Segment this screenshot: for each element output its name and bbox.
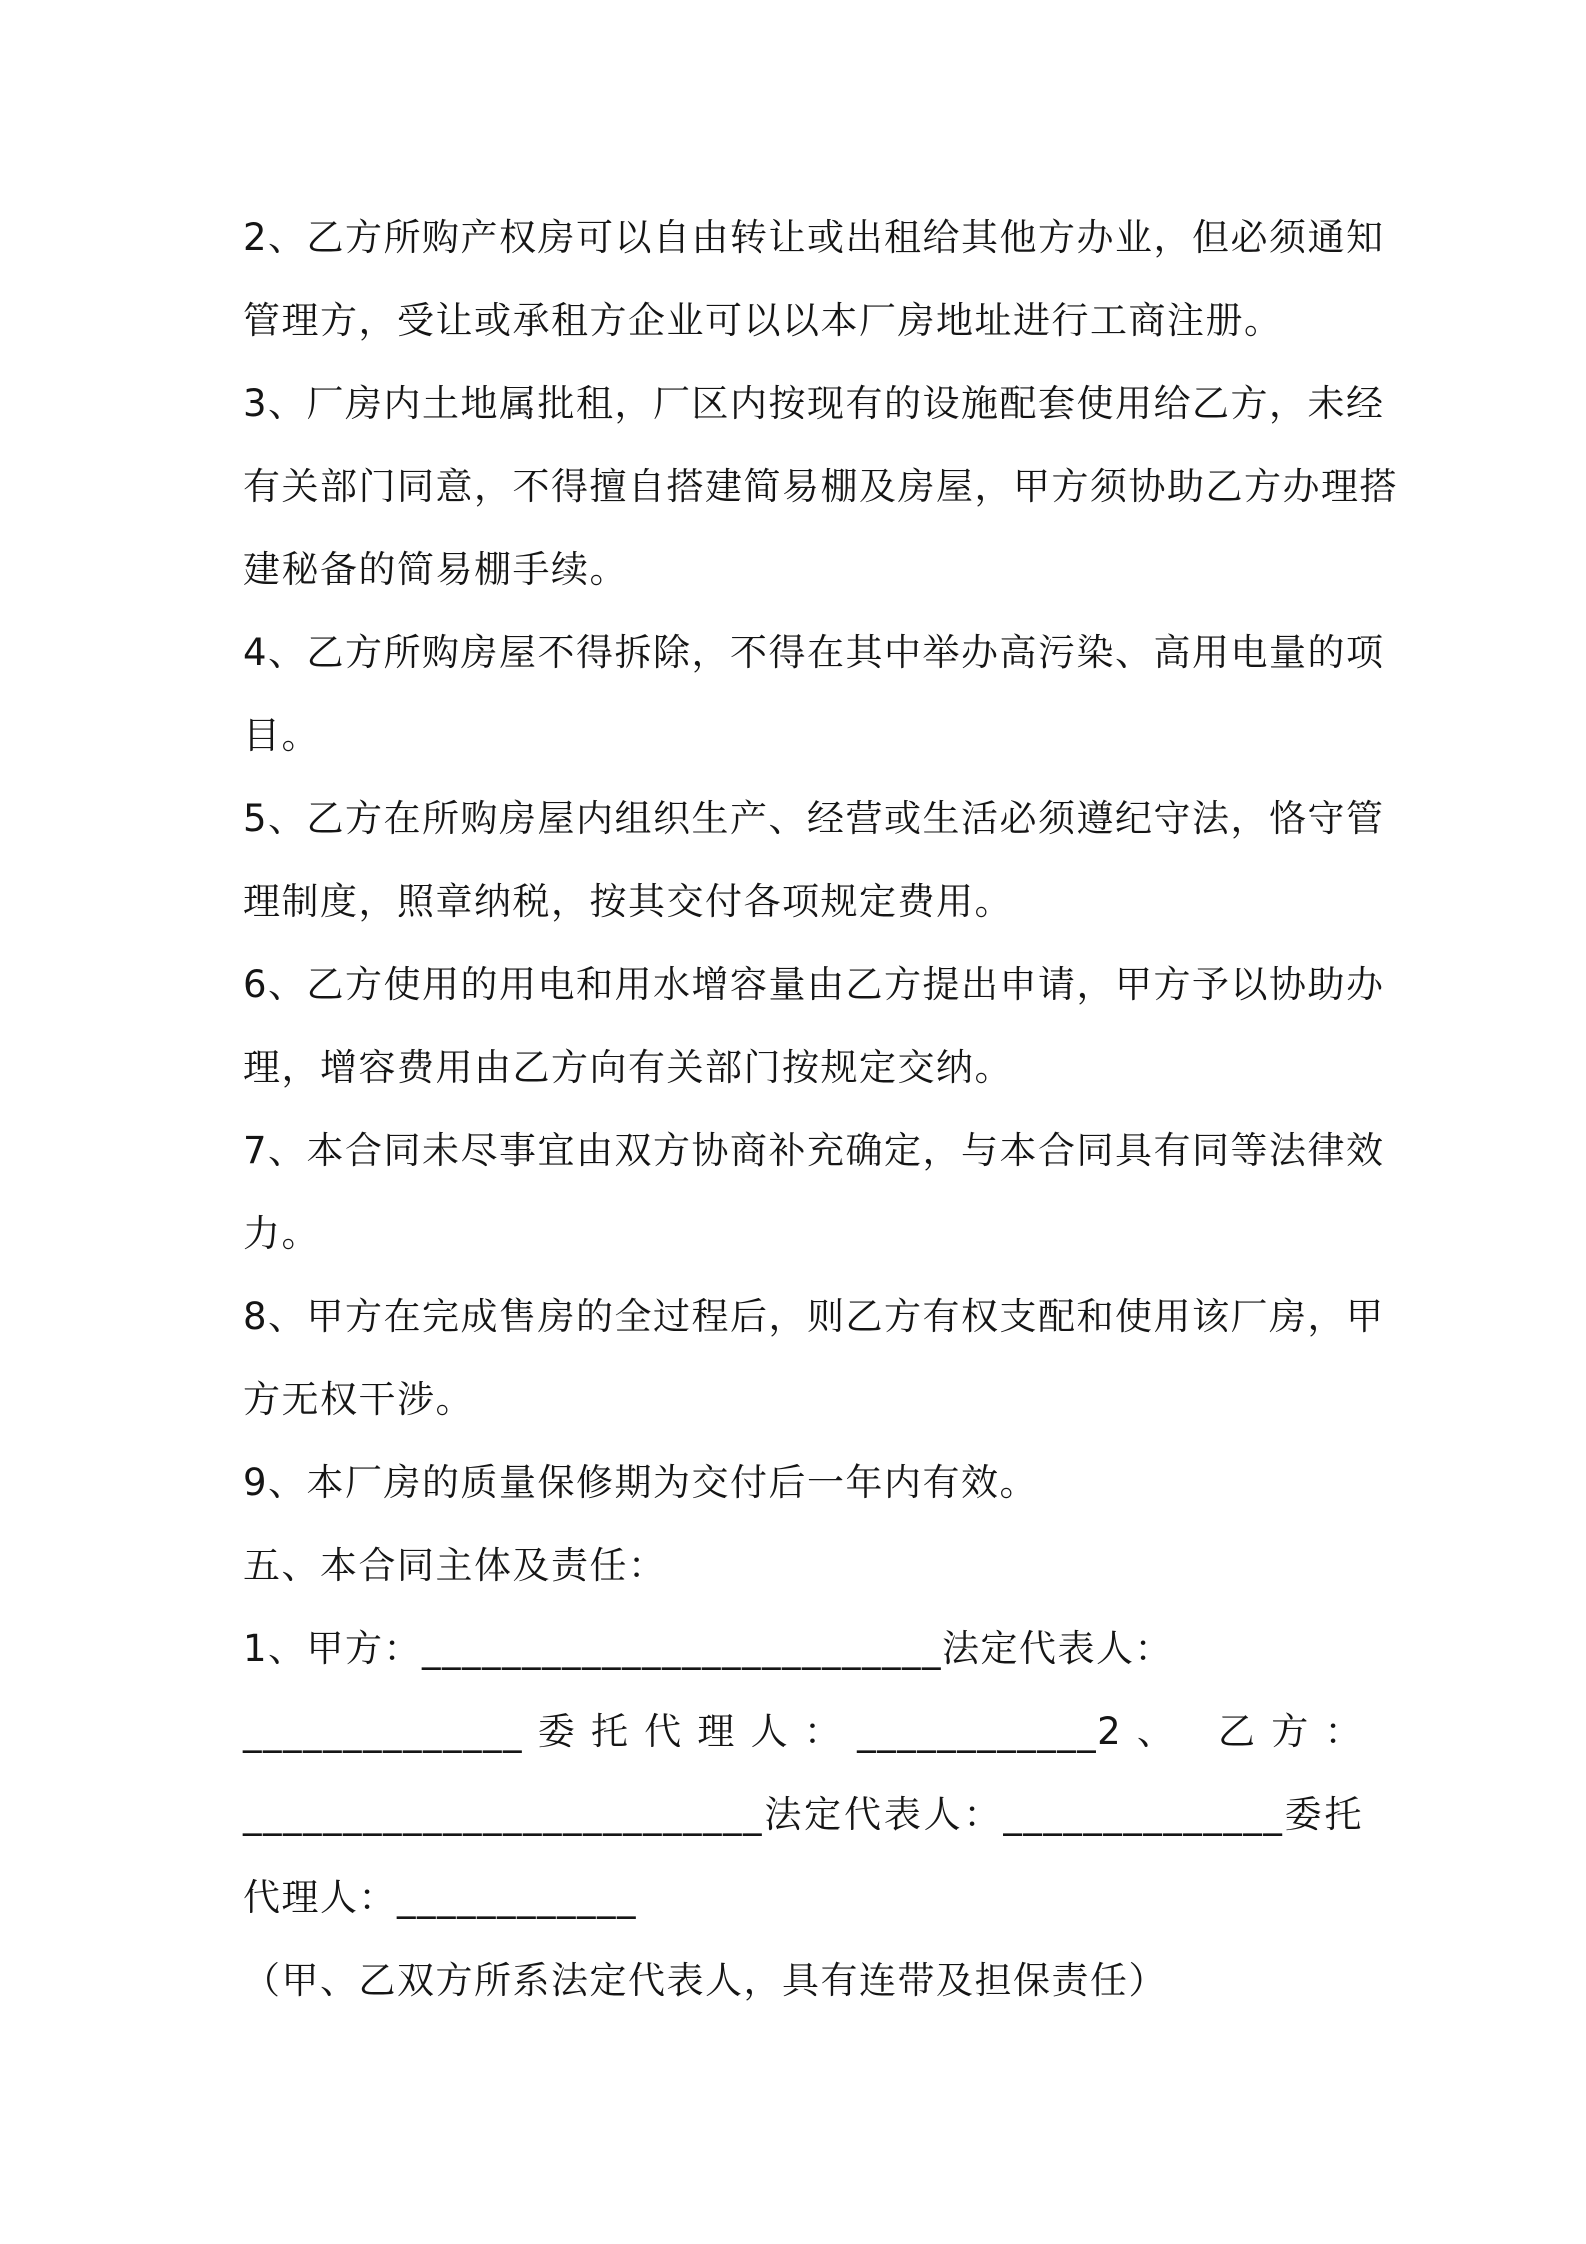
agent-party-b-line: ______________委托代理人：____________2、 乙方： [243, 1710, 1363, 1753]
section-5-heading: 五、本合同主体及责任： [243, 1544, 667, 1587]
clause-3-line-3: 建秘备的简易棚手续。 [243, 548, 628, 591]
clause-4-line-2: 目。 [243, 714, 320, 757]
party-b-representative-line: __________________________法定代表人：______________委托 [243, 1793, 1363, 1836]
party-a-line: 1、甲方：__________________________法定代表人： [243, 1627, 1174, 1670]
clause-7-line-1: 7、本合同未尽事宜由双方协商补充确定，与本合同具有同等法律效 [243, 1129, 1385, 1172]
clause-3-line-2: 有关部门同意，不得擅自搭建简易棚及房屋，甲方须协助乙方办理搭 [243, 465, 1398, 508]
clause-9-line-1: 9、本厂房的质量保修期为交付后一年内有效。 [243, 1461, 1039, 1504]
clause-5-line-2: 理制度，照章纳税，按其交付各项规定费用。 [243, 880, 1013, 923]
clause-7-line-2: 力。 [243, 1212, 320, 1255]
liability-note: （甲、乙双方所系法定代表人，具有连带及担保责任） [243, 1959, 1167, 2002]
clause-8-line-2: 方无权干涉。 [243, 1378, 474, 1421]
clause-8-line-1: 8、甲方在完成售房的全过程后，则乙方有权支配和使用该厂房，甲 [243, 1295, 1385, 1338]
clause-2-line-1: 2、乙方所购产权房可以自由转让或出租给其他方办业，但必须通知 [243, 216, 1385, 259]
clause-2-line-2: 管理方，受让或承租方企业可以以本厂房地址进行工商注册。 [243, 299, 1283, 342]
clause-6-line-2: 理，增容费用由乙方向有关部门按规定交纳。 [243, 1046, 1013, 1089]
contract-body [243, 196, 1398, 2022]
clause-4-line-1: 4、乙方所购房屋不得拆除，不得在其中举办高污染、高用电量的项 [243, 631, 1385, 674]
clause-5-line-1: 5、乙方在所购房屋内组织生产、经营或生活必须遵纪守法，恪守管 [243, 797, 1385, 840]
clause-6-line-1: 6、乙方使用的用电和用水增容量由乙方提出申请，甲方予以协助办 [243, 963, 1385, 1006]
clause-3-line-1: 3、厂房内土地属批租，厂区内按现有的设施配套使用给乙方，未经 [243, 382, 1385, 425]
party-b-agent-line: 代理人：____________ [243, 1876, 637, 1919]
